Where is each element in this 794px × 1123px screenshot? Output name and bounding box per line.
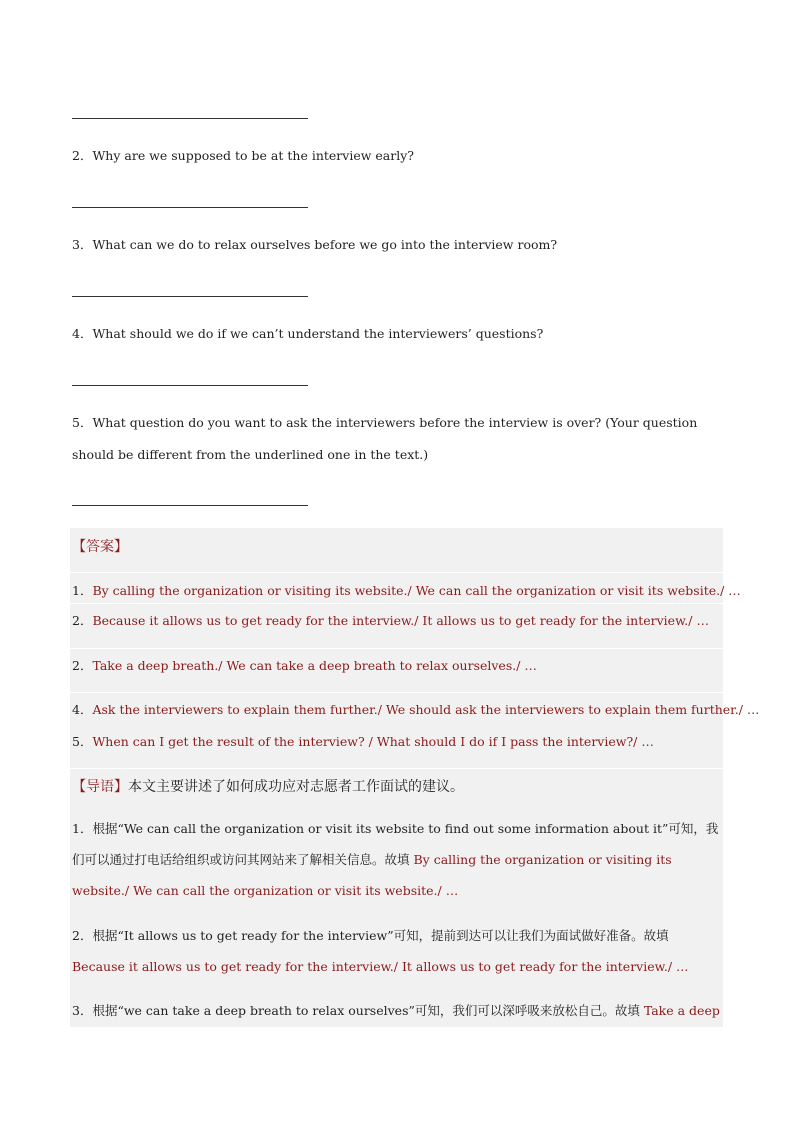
answer-item-4 — [72, 700, 760, 718]
answer-text: Take a deep breath./ We can take a deep breath to relax ourselves./ … — [92, 658, 537, 673]
row-divider — [70, 648, 723, 649]
answer-blank-line-2[interactable] — [72, 207, 308, 208]
row-divider — [70, 603, 723, 604]
row-divider — [70, 768, 723, 769]
answer-heading: 【答案】 — [72, 539, 128, 555]
guide-line — [72, 776, 464, 796]
answer-number: 2． — [72, 613, 93, 628]
answer-number: 2． — [72, 658, 93, 673]
row-divider — [70, 692, 723, 693]
explanation-text: 1．根据“We can call the organization or visit its website to find out some information about it”可知，我们可以通过打电话给组织或访问其网站来了解相关信息。故填 — [72, 821, 719, 867]
explanation-answer: Because it allows us to get ready for the interview./ It allows us to get ready for the interview./ … — [72, 959, 689, 974]
answer-item-2 — [72, 611, 720, 629]
explanation-answer: By calling the organization or visiting its website./ We can call the organization or visit its website./ … — [72, 852, 672, 898]
answer-text: Ask the interviewers to explain them further./ We should ask the interviewers to explain them further./ … — [92, 702, 760, 717]
answer-text: By calling the organization or visiting its website./ We can call the organization or visit its website./ … — [92, 583, 741, 598]
question-4: 4．What should we do if we can’t understand the interviewers’ questions? — [72, 326, 544, 341]
question-3: 3．What can we do to relax ourselves before we go into the interview room? — [72, 237, 558, 252]
answer-text: Because it allows us to get ready for the interview./ It allows us to get ready for the interview./ … — [92, 613, 709, 628]
guide-label: 【导语】 — [72, 779, 128, 795]
answer-blank-line-4[interactable] — [72, 385, 308, 386]
answer-number: 5． — [72, 734, 93, 749]
explanation-text: 3．根据“we can take a deep breath to relax ourselves”可知，我们可以深呼吸来放松自己。故填 — [72, 1003, 644, 1018]
explanation-3 — [72, 995, 720, 1026]
question-5: 5．What question do you want to ask the interviewers before the interview is over? (Your question should be different from the underlined one in the text.) — [72, 415, 698, 462]
explanation-text: 2．根据“It allows us to get ready for the interview”可知，提前到达可以让我们为面试做好准备。故填 — [72, 928, 669, 943]
answer-item-5 — [72, 732, 720, 750]
guide-text: 本文主要讲述了如何成功应对志愿者工作面试的建议。 — [128, 779, 464, 795]
explanation-1 — [72, 813, 720, 906]
answer-item-3 — [72, 656, 720, 674]
explanation-2 — [72, 920, 720, 982]
answer-text: When can I get the result of the interview? / What should I do if I pass the interview?/ … — [92, 734, 654, 749]
answer-blank-line-3[interactable] — [72, 296, 308, 297]
row-divider — [70, 572, 723, 573]
answer-blank-line-5[interactable] — [72, 505, 308, 506]
explanation-answer: Take a deep — [643, 1003, 720, 1018]
answer-number: 4． — [72, 702, 93, 717]
answer-blank-line-1[interactable] — [72, 118, 308, 119]
question-2: 2．Why are we supposed to be at the interview early? — [72, 148, 414, 163]
answer-item-1 — [72, 581, 741, 599]
answer-number: 1． — [72, 583, 93, 598]
